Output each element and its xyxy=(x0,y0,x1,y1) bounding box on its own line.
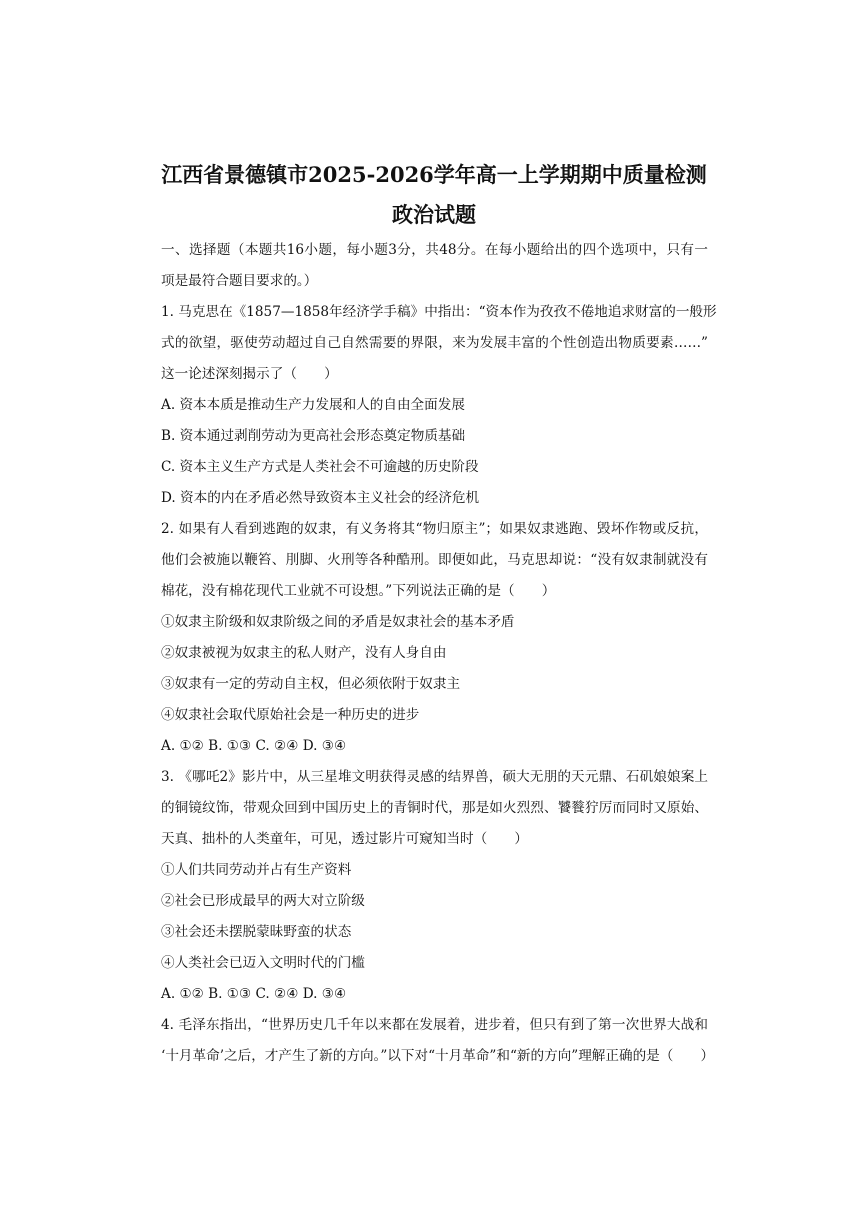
question-2-stem-line: 2. 如果有人看到逃跑的奴隶，有义务将其“物归原主”；如果奴隶逃跑、毁坏作物或反抗， xyxy=(161,521,708,537)
question-3-stem-line: 3. 《哪吒2》影片中，从三星堆文明获得灵感的结界兽，硕大无朋的天元鼎、石矶娘娘案上 xyxy=(161,769,708,785)
document-subtitle: 政治试题 xyxy=(392,202,476,227)
question-2-statement: ③奴隶有一定的劳动自主权，但必须依附于奴隶主 xyxy=(161,676,461,692)
question-2-stem-line: 他们会被施以鞭笞、刖脚、火刑等各种酷刑。即便如此，马克思却说：“没有奴隶制就没有 xyxy=(161,552,708,568)
question-3-statement: ③社会还未摆脱蒙昧野蛮的状态 xyxy=(161,924,352,940)
question-3-statement: ④人类社会已迈入文明时代的门槛 xyxy=(161,955,365,971)
document-title: 江西省景德镇市2025-2026学年高一上学期期中质量检测 xyxy=(161,162,707,187)
question-2-stem-line: 棉花，没有棉花现代工业就不可设想。”下列说法正确的是（ ） xyxy=(161,583,556,599)
question-3-stem-line: 的铜镜纹饰，带观众回到中国历史上的青铜时代，那是如火烈烈、饕餮狞厉而同时又原始、 xyxy=(161,800,708,816)
question-2-statement: ①奴隶主阶级和奴隶阶级之间的矛盾是奴隶社会的基本矛盾 xyxy=(161,614,515,630)
question-3-stem-line: 天真、拙朴的人类童年，可见，透过影片可窥知当时（ ） xyxy=(161,831,529,847)
question-1-option-d: D. 资本的内在矛盾必然导致资本主义社会的经济危机 xyxy=(161,490,480,506)
question-2-answer-options: A. ①② B. ①③ C. ②④ D. ③④ xyxy=(161,738,347,754)
question-3-statement: ②社会已形成最早的两大对立阶级 xyxy=(161,893,365,909)
question-1-stem-line: 1. 马克思在《1857—1858年经济学手稿》中指出：“资本作为孜孜不倦地追求财富的一般形 xyxy=(161,304,717,320)
question-2-statement: ④奴隶社会取代原始社会是一种历史的进步 xyxy=(161,707,420,723)
question-1-stem-line: 式的欲望，驱使劳动超过自己自然需要的界限，来为发展丰富的个性创造出物质要素……” xyxy=(161,335,708,351)
question-1-option-b: B. 资本通过剥削劳动为更高社会形态奠定物质基础 xyxy=(161,428,466,444)
question-2-statement: ②奴隶被视为奴隶主的私人财产，没有人身自由 xyxy=(161,645,447,661)
section-instructions-line: 一、选择题（本题共16小题，每小题3分，共48分。在每小题给出的四个选项中，只有一 xyxy=(161,242,708,258)
question-4-stem-line: ‘十月革命’之后，才产生了新的方向。”以下对“十月革命”和“新的方向”理解正确的是（ ） xyxy=(161,1048,715,1064)
question-1-option-a: A. 资本本质是推动生产力发展和人的自由全面发展 xyxy=(161,397,465,413)
section-instructions-line: 项是最符合题目要求的。） xyxy=(161,273,318,289)
question-3-answer-options: A. ①② B. ①③ C. ②④ D. ③④ xyxy=(161,986,347,1002)
question-1-stem-line: 这一论述深刻揭示了（ ） xyxy=(161,366,338,382)
question-1-option-c: C. 资本主义生产方式是人类社会不可逾越的历史阶段 xyxy=(161,459,479,475)
question-3-statement: ①人们共同劳动并占有生产资料 xyxy=(161,862,352,878)
question-4-stem-line: 4. 毛泽东指出，“世界历史几千年以来都在发展着，进步着，但只有到了第一次世界大战和 xyxy=(161,1017,708,1033)
